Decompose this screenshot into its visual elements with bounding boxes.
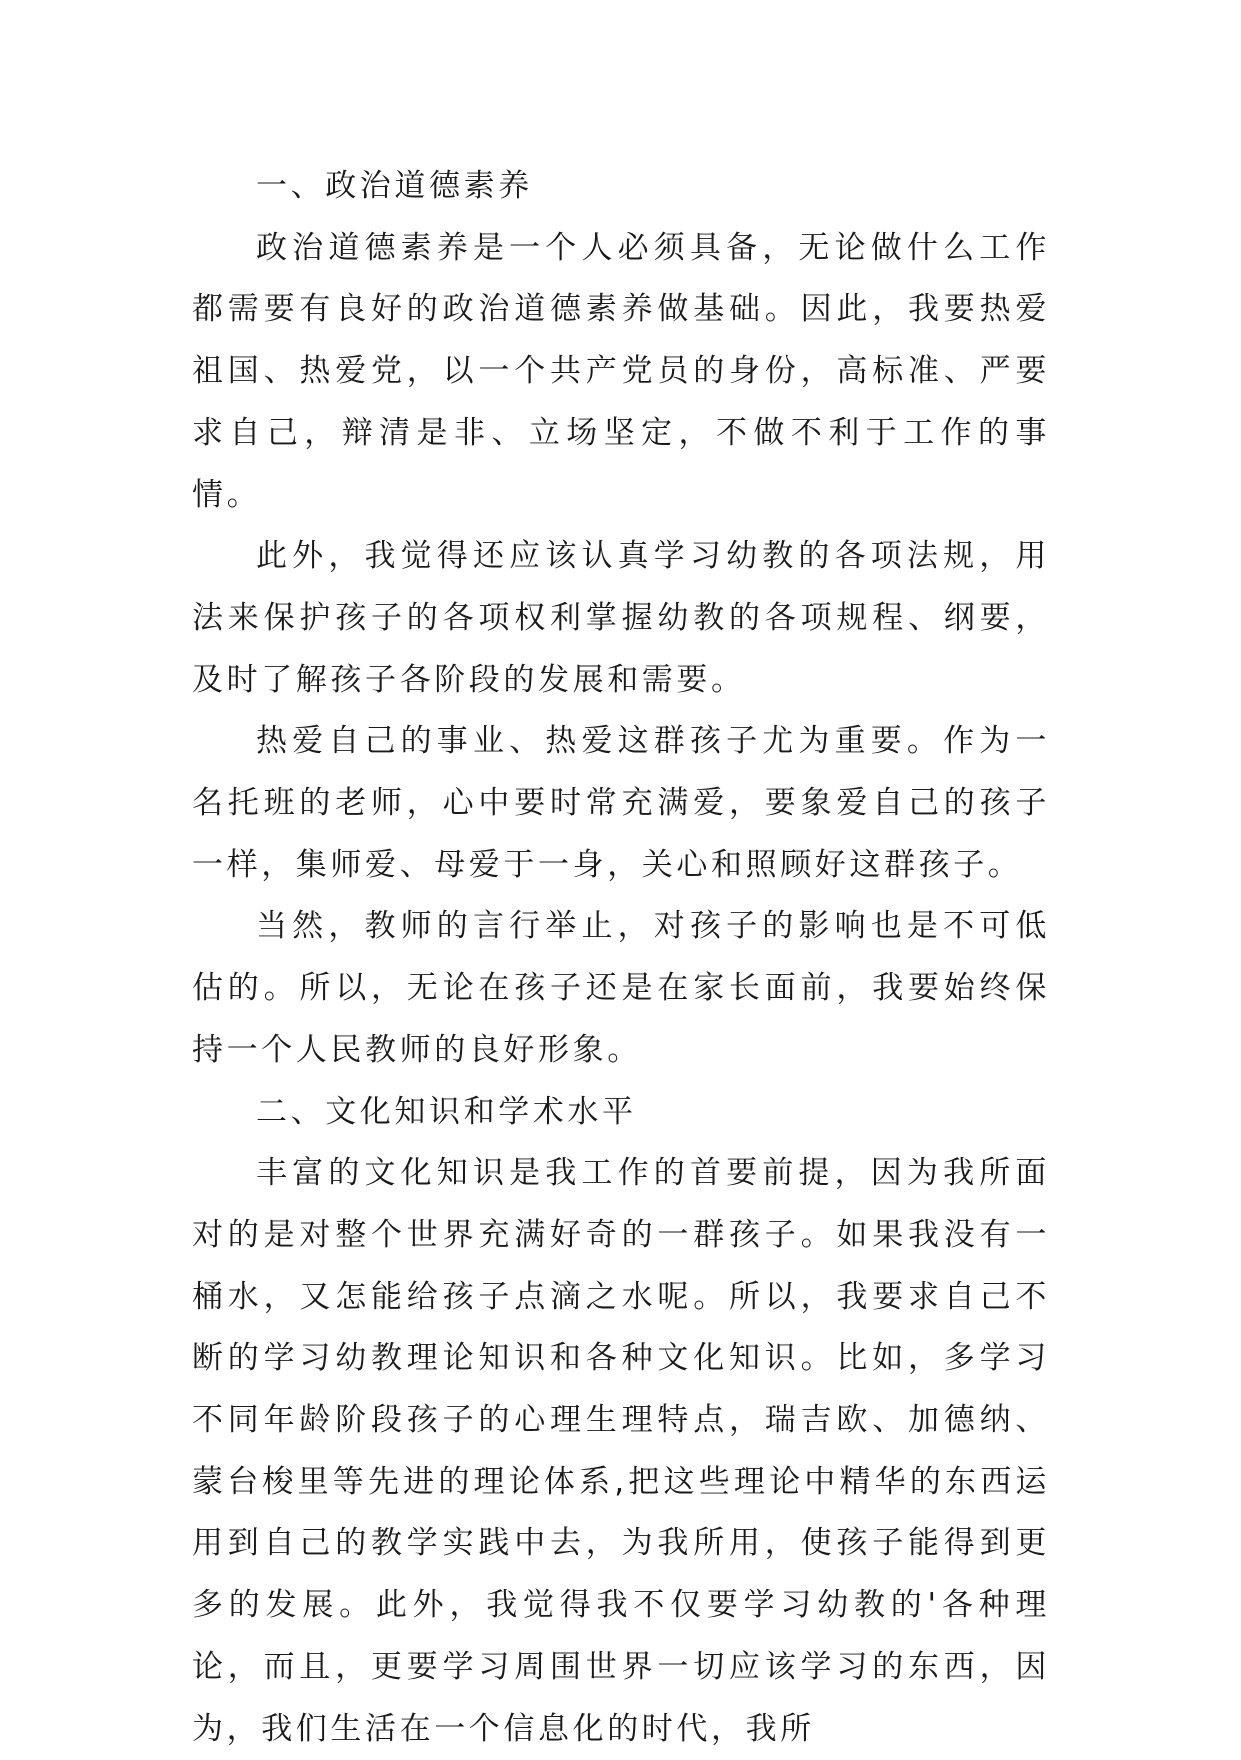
paragraph: 丰富的文化知识是我工作的首要前提，因为我所面对的是对整个世界充满好奇的一群孩子。如果我没有一桶水，又怎能给孩子点滴之水呢。所以，我要求自己不断的学习幼教理论知识和各种文化知识。比如，多学习不同年龄阶段孩子的心理生理特点，瑞吉欧、加德纳、蒙台梭里等先进的理论体系,把这些理论中精华的东西运用到自己的教学实践中去，为我所用，使孩子能得到更多的发展。此外，我觉得我不仅要学习幼教的'各种理论，而且，更要学习周围世界一切应该学习的东西，因为，我们生活在一个信息化的时代，我所 bbox=[192, 1155, 1050, 1747]
section-heading-cultural-knowledge: 二、文化知识和学术水平 bbox=[256, 1093, 637, 1130]
section-heading-political-morality: 一、政治道德素养 bbox=[256, 168, 533, 204]
paragraph: 热爱自己的事业、热爱这群孩子尤为重要。作为一名托班的老师，心中要时常充满爱，要象爱自己的孩子一样，集师爱、母爱于一身，关心和照顾好这群孩子。 bbox=[192, 723, 1050, 883]
document-body bbox=[192, 156, 1050, 1760]
paragraph: 此外，我觉得还应该认真学习幼教的各项法规，用法来保护孩子的各项权利掌握幼教的各项规程、纲要，及时了解孩子各阶段的发展和需要。 bbox=[192, 538, 1050, 698]
paragraph: 当然，教师的言行举止，对孩子的影响也是不可低估的。所以，无论在孩子还是在家长面前，我要始终保持一个人民教师的良好形象。 bbox=[192, 908, 1050, 1068]
paragraph: 政治道德素养是一个人必须具备，无论做什么工作都需要有良好的政治道德素养做基础。因此，我要热爱祖国、热爱党，以一个共产党员的身份，高标准、严要求自己，辩清是非、立场坚定，不做不利于工作的事情。 bbox=[192, 229, 1050, 513]
